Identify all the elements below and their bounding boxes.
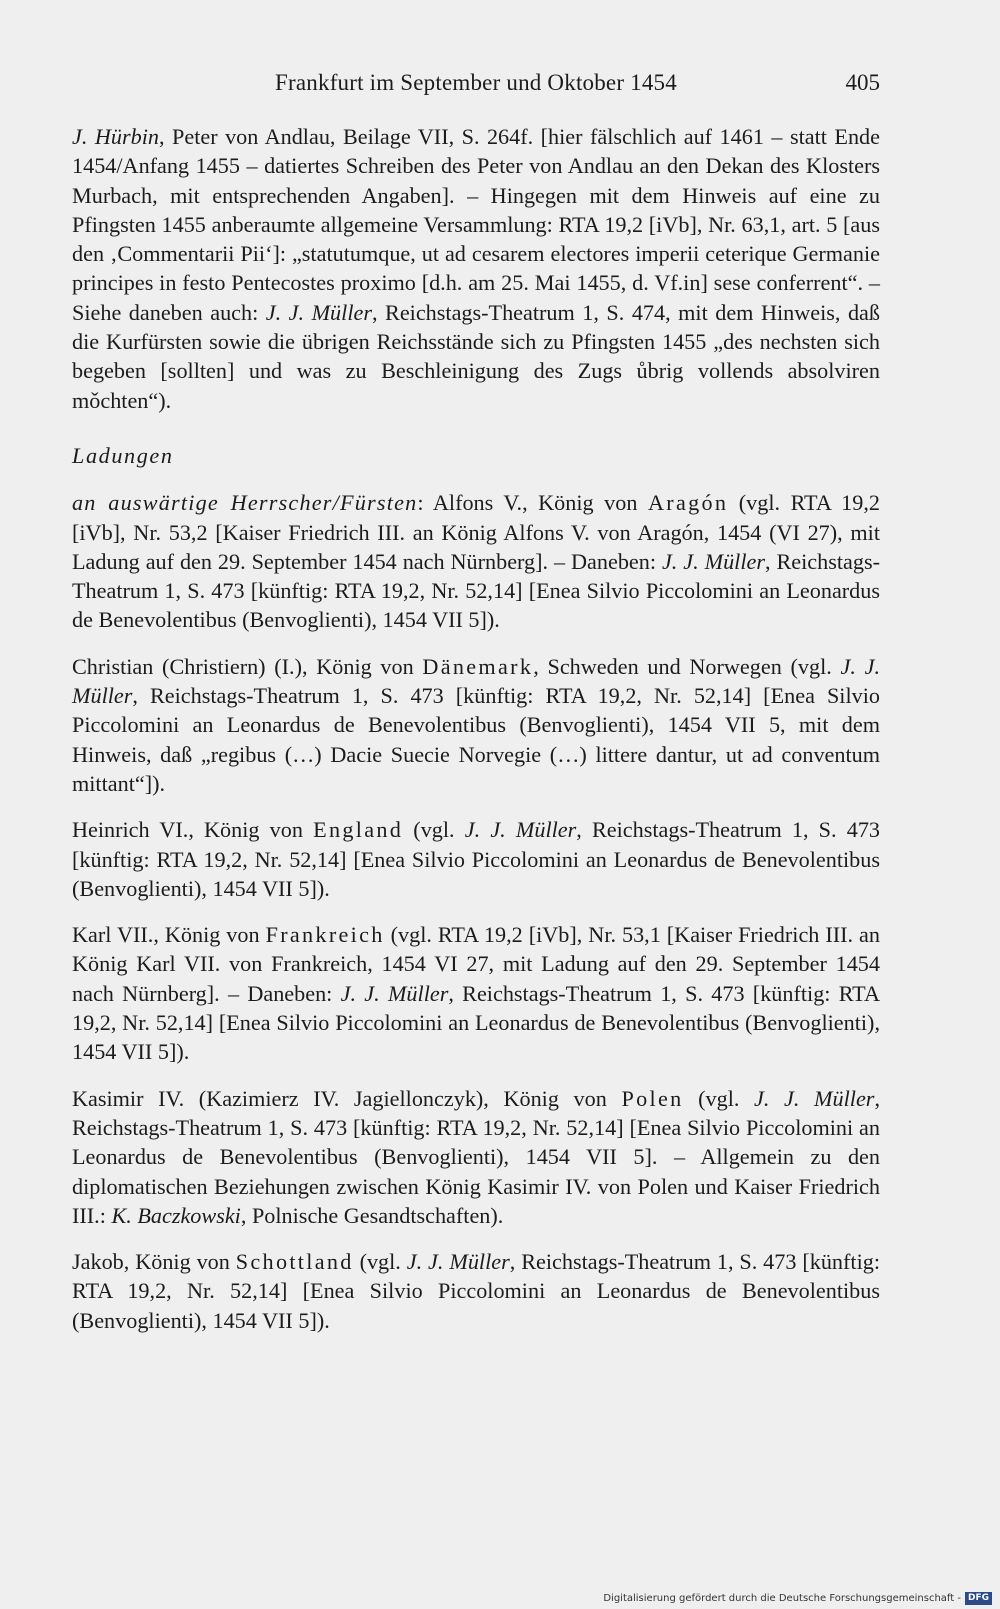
- country-name: Aragón: [647, 490, 729, 516]
- author-name: K. Baczkowski: [111, 1202, 241, 1228]
- running-title: Frankfurt im September und Oktober 1454: [275, 70, 677, 95]
- footer-text: Digitalisierung gefördert durch die Deutsche Forschungsgemeinschaft -: [603, 1593, 961, 1604]
- author-name: J. J. Müller: [72, 653, 880, 709]
- paragraph-daenemark: Christian (Christiern) (I.), König von Dänemark, Schweden und Norwegen (vgl. J. J. Müller, Reichstags-Theatrum 1, S. 473 [künftig: RTA 19,2, Nr. 52,14] [Enea Silvio Piccolomini an Leonardus de Benevolentibus (Benvoglienti), 1454 VII 5, mit dem Hinweis, daß „regibus (…) Dacie Suecie Norvegie (…) littere dantur, ut ad conventum mittant“]).: [72, 653, 880, 796]
- page-number: 405: [845, 70, 880, 95]
- paragraph-frankreich: Karl VII., König von Frankreich (vgl. RTA 19,2 [iVb], Nr. 53,1 [Kaiser Friedrich III. an König Karl VII. von Frankreich, 1454 VI 27, mit Ladung auf den 29. September 1454 nach Nürnberg]. – Daneben: J. J. Müller, Reichstags-Theatrum 1, S. 473 [künftig: RTA 19,2, Nr. 52,14] [Enea Silvio Piccolomini an Leonardus de Benevolentibus (Benvoglienti), 1454 VII 5]).: [72, 922, 880, 1065]
- dfg-logo: DFG: [965, 1592, 992, 1605]
- page-header: [72, 68, 880, 102]
- author-name: J. J. Müller: [265, 299, 372, 325]
- subheading-inline: an auswärtige Herrscher/Fürsten: [72, 490, 418, 516]
- section-heading: Ladungen: [72, 442, 174, 468]
- country-name: England: [313, 817, 404, 843]
- paragraph-schottland: Jakob, König von Schottland (vgl. J. J. Müller, Reichstags-Theatrum 1, S. 473 [künftig: RTA 19,2, Nr. 52,14] [Enea Silvio Piccolomini an Leonardus de Benevolentibus (Benvoglienti), 1454 VII 5]).: [72, 1249, 881, 1333]
- author-name: J. J. Müller: [406, 1249, 510, 1275]
- paragraph-aragon: an auswärtige Herrscher/Fürsten: Alfons V., König von Aragón (vgl. RTA 19,2 [iVb], Nr. 53,2 [Kaiser Friedrich III. an König Alfons V. von Aragón, 1454 (VI 27), mit Ladung auf den 29. September 1454 nach Nürnberg]. – Daneben: J. J. Müller, Reichstags-Theatrum 1, S. 473 [künftig: RTA 19,2, Nr. 52,14] [Enea Silvio Piccolomini an Leonardus de Benevolentibus (Benvoglienti), 1454 VII 5]).: [72, 490, 880, 633]
- paragraph-england: Heinrich VI., König von England (vgl. J. J. Müller, Reichstags-Theatrum 1, S. 473 [künftig: RTA 19,2, Nr. 52,14] [Enea Silvio Piccolomini an Leonardus de Benevolentibus (Benvoglienti), 1454 VII 5]).: [72, 817, 881, 901]
- country-name: Frankreich: [265, 922, 385, 948]
- digitization-footer: [603, 1592, 992, 1605]
- author-name: J. J. Müller: [661, 548, 765, 574]
- author-name: J. J. Müller: [464, 817, 577, 843]
- country-name: Dänemark: [422, 653, 534, 679]
- paragraph-intro: J. Hürbin, Peter von Andlau, Beilage VII, S. 264f. [hier fälschlich auf 1461 – statt Ende 1454/Anfang 1455 – datiertes Schreiben des Peter von Andlau an den Dekan des Klosters Murbach, mit entsprechenden Angaben]. – Hingegen mit dem Hinweis auf eine zu Pfingsten 1455 anberaumte allgemeine Versammlung: RTA 19,2 [iVb], Nr. 63,1, art. 5 [aus den ‚Commentarii Pii‘]: „statutumque, ut ad cesarem electores imperii ceterique Germanie principes in festo Pentecostes proximo [d.h. am 25. Mai 1455, d. Vf.in] sese conferrent“. – Siehe daneben auch: J. J. Müller, Reichstags-Theatrum 1, S. 474, mit dem Hinweis, daß die Kurfürsten sowie die übrigen Reichsstände sich zu Pfingsten 1455 „des nechsten sich begeben [sollten] und was zu Beschleinigung des Zugs ůbrig vollends absolviren mǒchten“).: [72, 124, 880, 413]
- author-name: J. J. Müller: [340, 980, 449, 1006]
- author-name: J. Hürbin: [72, 124, 159, 149]
- country-name: Schottland: [235, 1249, 354, 1275]
- paragraph-polen: Kasimir IV. (Kazimierz IV. Jagiellonczyk), König von Polen (vgl. J. J. Müller, Reichstags-Theatrum 1, S. 473 [künftig: RTA 19,2, Nr. 52,14] [Enea Silvio Piccolomini an Leonardus de Benevolentibus (Benvoglienti), 1454 VII 5]. – Allgemein zu den diplomatischen Beziehungen zwischen König Kasimir IV. von Polen und Kaiser Friedrich III.: K. Baczkowski, Polnische Gesandtschaften).: [72, 1085, 880, 1228]
- country-name: Polen: [621, 1085, 684, 1111]
- author-name: J. J. Müller: [754, 1085, 875, 1111]
- page-body: [72, 122, 880, 1335]
